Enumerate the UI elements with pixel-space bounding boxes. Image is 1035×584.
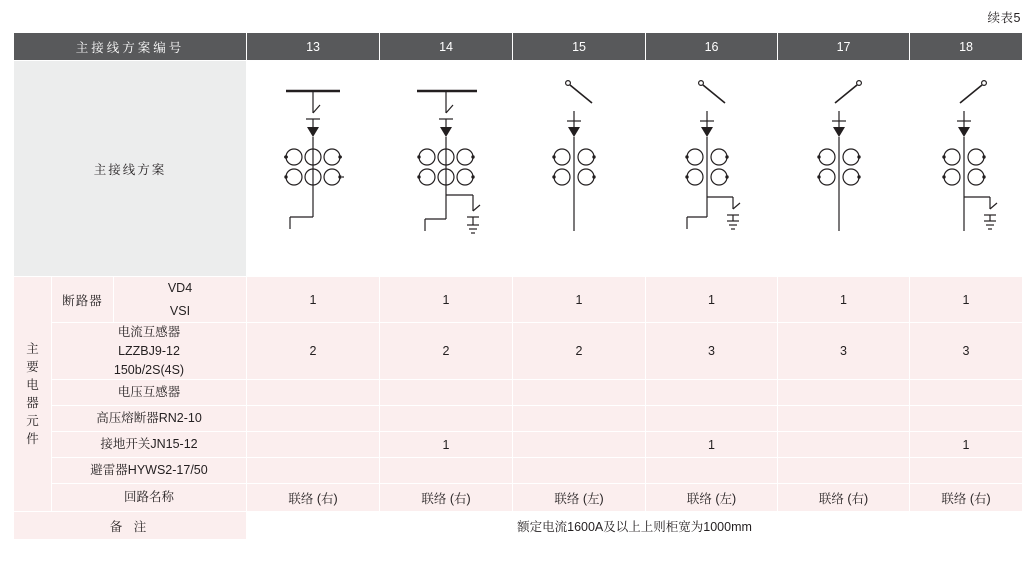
remark-value: 额定电流1600A及以上上则柜宽为1000mm: [247, 512, 1023, 540]
header-scheme-14: 14: [380, 33, 513, 61]
vt-value-15: [513, 380, 646, 406]
row-earthing-switch: [14, 432, 1023, 458]
cb-value-14: 1: [380, 277, 513, 323]
scheme-diagram-17: [778, 61, 910, 277]
scheme-row-label: 主接线方案: [14, 61, 247, 277]
ct-label-line-2: LZZBJ9-12: [118, 343, 180, 358]
header-title: 主接线方案编号: [14, 33, 247, 61]
circuit-name-17: 联络 (右): [778, 484, 910, 512]
scheme-diagram-13: [247, 61, 380, 277]
ct-value-13: 2: [247, 323, 380, 380]
cb-value-17: 1: [778, 277, 910, 323]
header-scheme-15: 15: [513, 33, 646, 61]
circuit-name-15: 联络 (左): [513, 484, 646, 512]
ct-value-14: 2: [380, 323, 513, 380]
cb-value-16: 1: [646, 277, 778, 323]
cb-value-15: 1: [513, 277, 646, 323]
breaker-type-vd4: VD4: [167, 281, 193, 295]
vt-value-14: [380, 380, 513, 406]
main-table: [13, 32, 1023, 540]
arr-value-15: [513, 458, 646, 484]
vt-value-16: [646, 380, 778, 406]
ct-value-17: 3: [778, 323, 910, 380]
scheme-diagram-18: [910, 61, 1023, 277]
row-label-arrester: 避雷器HYWS2-17/50: [52, 458, 247, 484]
group-label-text: 主 要 电 器 元 件: [26, 341, 39, 447]
row-remark: [14, 512, 1023, 540]
vt-value-18: [910, 380, 1023, 406]
single-line-diagram-18: [910, 69, 1023, 269]
es-value-16: 1: [646, 432, 778, 458]
vt-value-13: [247, 380, 380, 406]
fuse-value-18: [910, 406, 1023, 432]
group-label-main-components: [14, 277, 52, 512]
vt-value-17: [778, 380, 910, 406]
row-label-circuit-name: 回路名称: [52, 484, 247, 512]
arr-value-16: [646, 458, 778, 484]
header-scheme-13: 13: [247, 33, 380, 61]
fuse-value-14: [380, 406, 513, 432]
ct-value-16: 3: [646, 323, 778, 380]
row-label-circuit-breaker: 断路器: [52, 277, 114, 323]
row-label-current-transformer: [52, 323, 247, 380]
row-hv-fuse: [14, 406, 1023, 432]
header-scheme-16: 16: [646, 33, 778, 61]
row-label-hv-fuse: 高压熔断器RN2-10: [52, 406, 247, 432]
es-value-17: [778, 432, 910, 458]
single-line-diagram-17: [779, 69, 909, 269]
es-value-15: [513, 432, 646, 458]
arr-value-14: [380, 458, 513, 484]
ct-value-18: 3: [910, 323, 1023, 380]
scheme-diagram-row: [14, 61, 1023, 277]
single-line-diagram-13: [248, 69, 378, 269]
es-value-14: 1: [380, 432, 513, 458]
es-value-13: [247, 432, 380, 458]
circuit-name-14: 联络 (右): [380, 484, 513, 512]
arr-value-13: [247, 458, 380, 484]
ct-value-15: 2: [513, 323, 646, 380]
row-current-transformer: [14, 323, 1023, 380]
circuit-name-16: 联络 (左): [646, 484, 778, 512]
single-line-diagram-14: [381, 69, 511, 269]
scheme-diagram-16: [646, 61, 778, 277]
fuse-value-15: [513, 406, 646, 432]
single-line-diagram-15: [514, 69, 644, 269]
fuse-value-16: [646, 406, 778, 432]
row-circuit-name: [14, 484, 1023, 512]
cb-value-13: 1: [247, 277, 380, 323]
header-scheme-18: 18: [910, 33, 1023, 61]
circuit-name-18: 联络 (右): [910, 484, 1023, 512]
es-value-18: 1: [910, 432, 1023, 458]
row-arrester: [14, 458, 1023, 484]
row-voltage-transformer: [14, 380, 1023, 406]
fuse-value-17: [778, 406, 910, 432]
scheme-diagram-15: [513, 61, 646, 277]
ct-label-line-3: 150b/2S(4S): [113, 362, 185, 377]
cb-value-18: 1: [910, 277, 1023, 323]
circuit-name-13: 联络 (右): [247, 484, 380, 512]
arr-value-17: [778, 458, 910, 484]
remark-label: 备 注: [14, 512, 247, 540]
breaker-type-vsi: VSI: [169, 303, 191, 318]
continuation-label: 续表5: [987, 11, 1021, 25]
table-header-row: [14, 33, 1023, 61]
row-label-voltage-transformer: 电压互感器: [52, 380, 247, 406]
ct-label-line-1: 电流互感器: [117, 325, 181, 339]
row-sublabels-breaker-types: [114, 277, 247, 323]
scheme-diagram-14: [380, 61, 513, 277]
single-line-diagram-16: [647, 69, 777, 269]
row-label-earthing-switch: 接地开关JN15-12: [52, 432, 247, 458]
arr-value-18: [910, 458, 1023, 484]
header-scheme-17: 17: [778, 33, 910, 61]
row-circuit-breaker: [14, 277, 1023, 323]
fuse-value-13: [247, 406, 380, 432]
